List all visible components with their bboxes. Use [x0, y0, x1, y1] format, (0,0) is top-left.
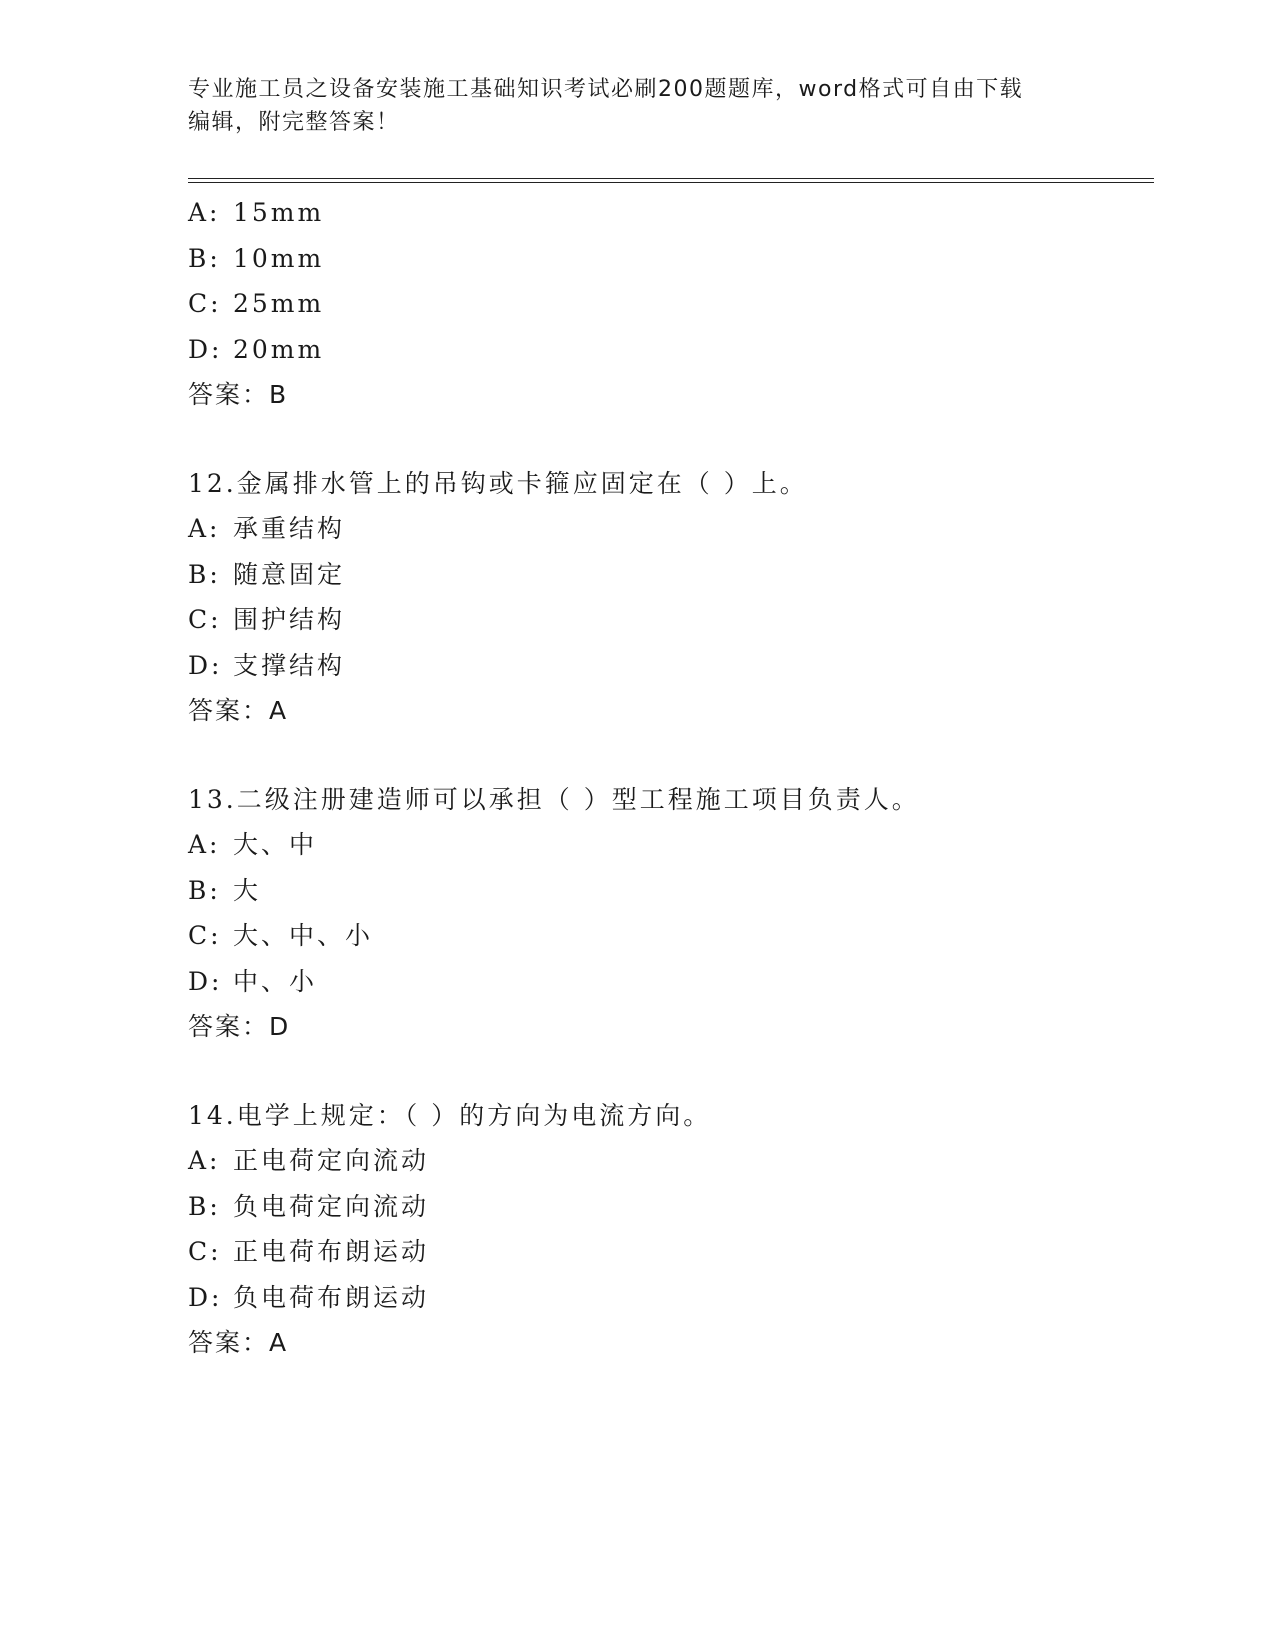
- option-letter: D:: [188, 1282, 223, 1312]
- answer-line: 答案：A: [188, 696, 289, 725]
- answer-line: 答案：A: [188, 1328, 289, 1357]
- option-c: [188, 1229, 1148, 1275]
- question-block-14: [188, 1093, 1148, 1366]
- option-letter: B:: [188, 875, 221, 905]
- option-letter: D:: [188, 966, 223, 996]
- option-letter: C:: [188, 605, 222, 634]
- option-d: [188, 959, 1148, 1005]
- option-letter: A:: [188, 198, 221, 227]
- block-spacer: [188, 418, 1148, 461]
- option-c: [188, 281, 1148, 327]
- option-text: 负电荷定向流动: [233, 1191, 430, 1221]
- header-divider-bottom: [188, 182, 1154, 183]
- option-text: 随意固定: [233, 559, 346, 589]
- question-text: 14.电学上规定：（ ）的方向为电流方向。: [188, 1100, 712, 1130]
- option-text: 中、小: [233, 966, 318, 996]
- option-a: [188, 1138, 1148, 1184]
- question-text: 13.二级注册建造师可以承担（ ）型工程施工项目负责人。: [188, 784, 920, 814]
- question-text: 12.金属排水管上的吊钩或卡箍应固定在（ ）上。: [188, 468, 808, 498]
- option-letter: D:: [188, 334, 223, 364]
- option-letter: D:: [188, 650, 223, 680]
- option-letter: B:: [188, 243, 221, 273]
- answer-line: 答案：D: [188, 1012, 291, 1041]
- option-b: [188, 1184, 1148, 1230]
- question-block-13: [188, 777, 1148, 1050]
- header-title-line-1: 专业施工员之设备安装施工基础知识考试必刷200题题库，word格式可自由下载: [188, 77, 1024, 102]
- option-text: 25mm: [233, 289, 325, 318]
- option-text: 正电荷布朗运动: [233, 1237, 430, 1266]
- option-text: 正电荷定向流动: [233, 1146, 430, 1175]
- option-text: 大: [233, 875, 262, 905]
- option-letter: A:: [188, 1146, 221, 1175]
- option-letter: C:: [188, 1237, 222, 1266]
- header-divider-top: [188, 178, 1154, 179]
- question-block-11: [188, 190, 1148, 418]
- option-text: 10mm: [233, 243, 325, 273]
- option-letter: A:: [188, 830, 221, 859]
- block-spacer: [188, 1050, 1148, 1093]
- option-b: [188, 868, 1148, 914]
- question-block-12: [188, 461, 1148, 734]
- option-text: 支撑结构: [233, 650, 346, 680]
- option-text: 15mm: [233, 198, 325, 227]
- option-text: 大、中、小: [233, 921, 374, 950]
- option-c: [188, 913, 1148, 959]
- option-letter: B:: [188, 1191, 221, 1221]
- option-letter: A:: [188, 514, 221, 543]
- document-header: [188, 73, 1068, 139]
- option-text: 负电荷布朗运动: [233, 1282, 430, 1312]
- option-d: [188, 1275, 1148, 1321]
- answer-line: 答案：B: [188, 380, 289, 409]
- option-b: [188, 236, 1148, 282]
- option-d: [188, 643, 1148, 689]
- option-letter: C:: [188, 921, 222, 950]
- option-a: [188, 822, 1148, 868]
- question-list: [188, 190, 1148, 1366]
- option-b: [188, 552, 1148, 598]
- option-text: 20mm: [233, 334, 325, 364]
- option-letter: C:: [188, 289, 222, 318]
- block-spacer: [188, 734, 1148, 777]
- option-a: [188, 190, 1148, 236]
- option-d: [188, 327, 1148, 373]
- header-title-line-2: 编辑，附完整答案！: [188, 110, 400, 135]
- option-text: 大、中: [233, 830, 318, 859]
- option-c: [188, 597, 1148, 643]
- option-a: [188, 506, 1148, 552]
- option-text: 围护结构: [233, 605, 346, 634]
- option-letter: B:: [188, 559, 221, 589]
- option-text: 承重结构: [233, 514, 346, 543]
